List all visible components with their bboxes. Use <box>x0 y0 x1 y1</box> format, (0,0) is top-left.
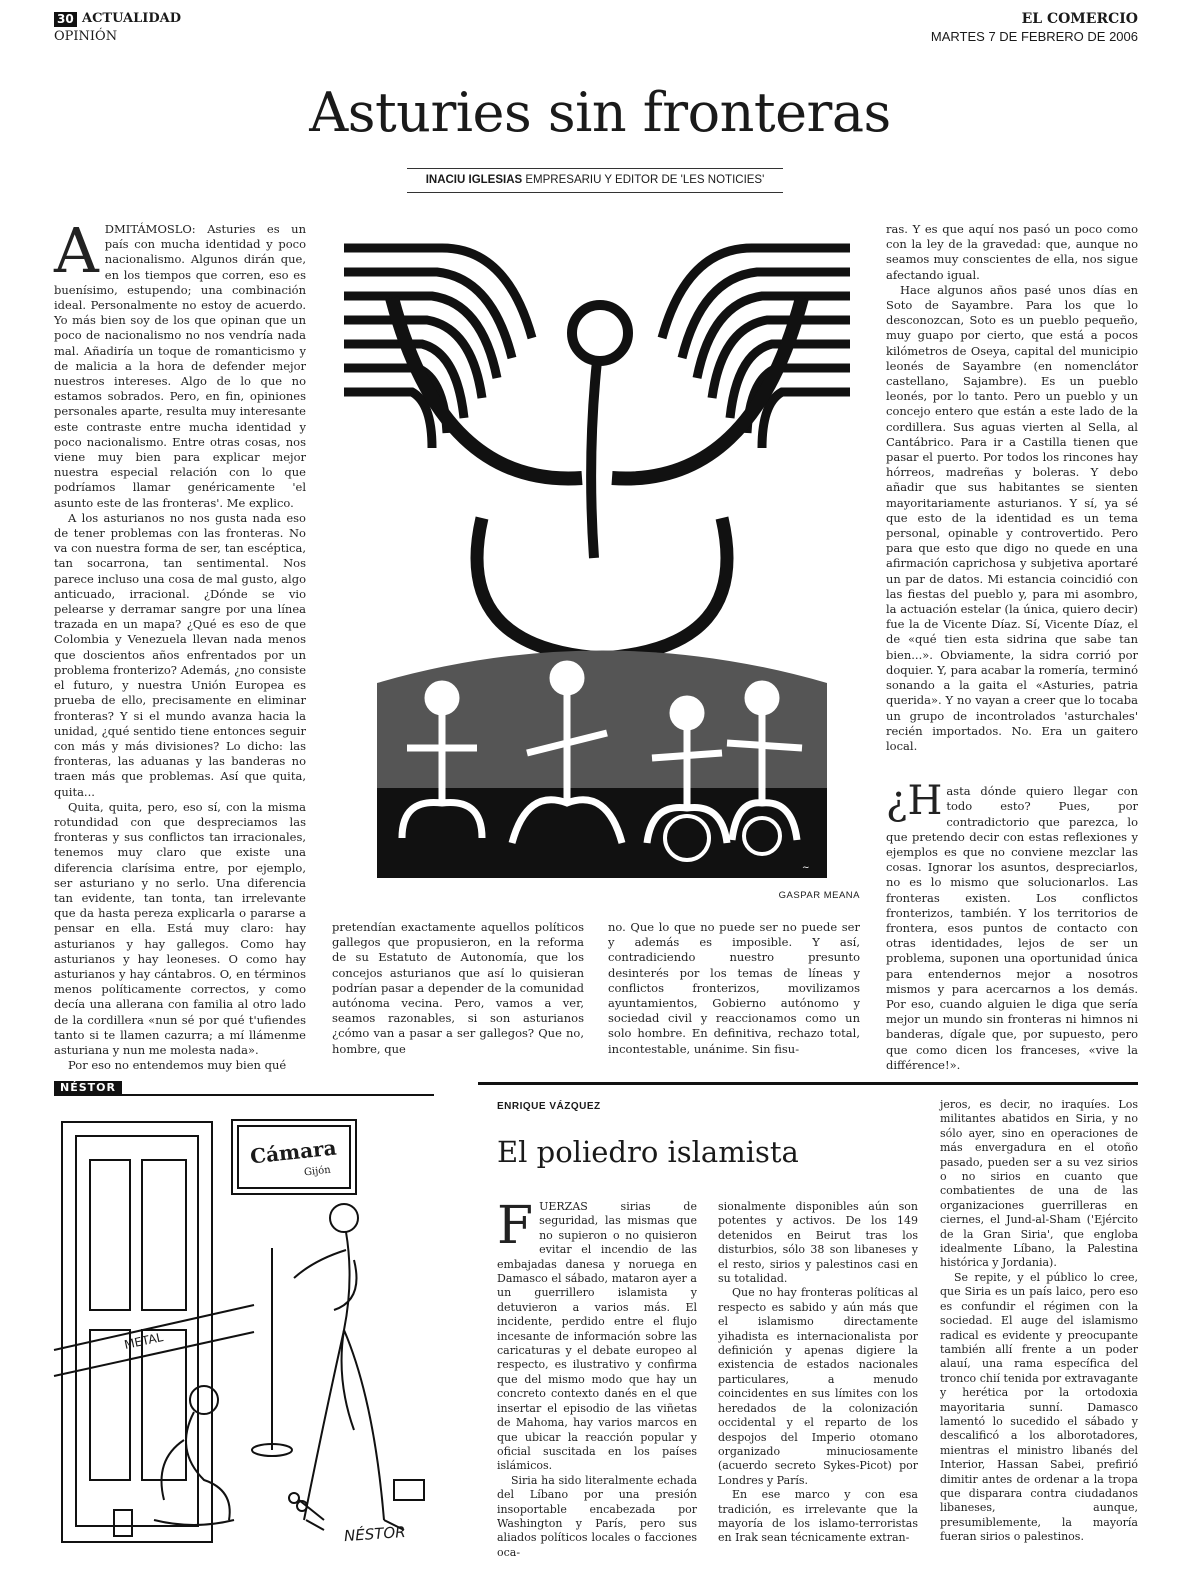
paragraph: jeros, es decir, no iraquíes. Los militantes abatidos en Siria, y no sólo ayer, sino en operaciones de más envergadura en el otoño pasado, pueden ser a su vez sirios o no sirios en cuanto que combatientes de una de las organizaciones guerrilleras en ciernes, el Jund-al-Sham ('Ejército de la Gran Siria', que engloba idealmente Líbano, la Palestina histórica y Jordania). <box>940 1098 1138 1270</box>
cartoon-pipe-label: METAL <box>122 1330 165 1352</box>
article1-column-3 <box>608 920 860 1056</box>
article2-author: ENRIQUE VÁZQUEZ <box>497 1101 601 1112</box>
abstract-figure-drawing <box>332 228 862 878</box>
cartoon <box>54 1100 436 1562</box>
article2-title: El poliedro islamista <box>497 1135 799 1169</box>
dropcap: A <box>54 214 99 287</box>
author-name: INACIU IGLESIAS <box>425 174 523 186</box>
dropcap: F <box>497 1196 534 1256</box>
page-number: 30 <box>54 12 77 27</box>
issue-date: MARTES 7 DE FEBRERO DE 2006 <box>930 29 1138 44</box>
paragraph: Por eso no entendemos muy bien qué <box>68 1058 287 1073</box>
paragraph: Hace algunos años pasé unos días en Soto de Sayambre. Para los que lo desconozcan, Soto es un pueblo pequeño, muy guapo por cierto, que está a pocos kilómetros de Oseya, capital del municipio leonés de Sayambre (en nomenclátor castellano, Sajambre). Es un pueblo leonés, por lo tanto. Pero un pueblo y un concejo entero que están a este lado de la cordillera. Sus aguas vierten al Sella, al Cantábrico. Para ir a Castilla tienen que pasar el puerto. Por todos los rincones hay hórreos, madreñas y boleras. Y debo añadir que sus habitantes se sienten mayoritariamente asturianos. Y sí, ya sé que esto de la identidad es un tema personal, opinable y controvertido. Pero para que esto que digo no quede en una afirmación caprichosa y subjetiva aportaré un par de datos. Mi estancia coincidió con las fiestas del pueblo y, para mi asombro, la actuación estelar (la única, quiero decir) fue la de Vicente Díaz. Sí, Vicente Díaz, el de «qué tien esta sidrina que sabe tan bien...». Obviamente, la sidra corrió por doquier. Y, para acabar la romería, terminó sonando a la gaita el «Asturies, patria querida». Y no vayan a creer que lo tocaba un grupo de incontrolados 'asturchales' recién importados. No. Era un gaitero local. <box>886 282 1138 753</box>
paragraph: DMITÁMOSLO: Asturies es un país con mucha identidad y poco nacionalismo. Algunos dirán que, en los tiempos que corren, eso es buenísimo, estupendo; una combinación ideal. Personalmente no estoy de acuerdo. Yo más bien soy de los que opinan que un poco de nacionalismo no nos vendría nada mal. Añadiría un toque de romanticismo y de malicia a la hora de defender mejor nuestros intereses. Algo de lo que no estamos sobrados. Pero, en fin, opiniones personales aparte, resulta muy interesante este contraste entre mucha identidad y poco nacionalismo. Entre otras cosas, nos viene muy bien para explicar mejor nuestra especial relación con lo que podríamos llamar genéricamente 'el asunto este de las fronteras'. Me explico. <box>54 222 306 510</box>
author-role: EMPRESARIU Y EDITOR DE 'LES NOTICIES' <box>525 174 765 186</box>
dropcap: ¿H <box>886 778 943 825</box>
cartoon-sign-subtext: Gijón <box>303 1164 332 1179</box>
paragraph: sionalmente disponibles aún son potentes y activos. De los 149 detenidos en Beirut tras los disturbios, sólo 38 son libaneses y el resto, sirios y palestinos casi en su totalidad. <box>718 1200 918 1286</box>
paragraph: Siria ha sido literalmente echada del Líbano por una presión insoportable encabezada por Washington y París, pero sus aliados políticos locales o facciones oca- <box>497 1473 697 1559</box>
paragraph: UERZAS sirias de seguridad, las mismas que no supieron o no quisieron evitar el incendio de las embajadas danesa y noruega en Damasco el sábado, mataron ayer a un guerrillero islamista y detuvieron a varios más. El incidente, perdido entre el flujo incesante de información sobre las caricaturas y el debate europeo al respecto, es ilustrativo y confirma que del mismo modo que hay un concreto contexto danés en el que insertar el episodio de las viñetas de Mahoma, hay varios marcos en que ubicar la reacción popular y oficial suscitada en los países islámicos. <box>497 1200 697 1473</box>
byline <box>390 174 800 186</box>
cartoon-signature: NÉSTOR <box>343 1522 407 1546</box>
article1-column-4 <box>886 222 1138 1072</box>
paragraph: ras. Y es que aquí nos pasó un poco como con la ley de la gravedad: que, aunque no seamos muy conscientes de ella, nos sigue afectando igual. <box>886 222 1138 282</box>
subsection-label: OPINIÓN <box>54 29 118 44</box>
byline-rule-bottom <box>407 192 783 193</box>
illustration-credit: GASPAR MEANA <box>778 890 860 901</box>
byline-rule <box>407 168 783 169</box>
article-title: Asturies sin fronteras <box>309 81 891 144</box>
paragraph: pretendían exactamente aquellos políticos gallegos que propusieron, en la reforma de su Estatuto de Autonomía, que los concejos asturianos que así lo quisieran podrían pasar a depender de la comunidad autónoma vecina. Pero, vamos a ver, seamos razonables, si son asturianos ¿cómo van a pasar a ser gallegos? Que no, hombre, que <box>332 920 584 1056</box>
cartoon-sign-text: Cámara <box>248 1135 338 1169</box>
article2-column-3 <box>940 1098 1138 1565</box>
cartoon-drawing <box>54 1100 436 1562</box>
section-label: ACTUALIDAD <box>82 11 181 26</box>
article1-column-1 <box>54 214 306 1073</box>
cartoon-tag: NÉSTOR <box>54 1081 122 1094</box>
paragraph: En ese marco y con esa tradición, es irrelevante que la mayoría de los islamo-terroristas en Irak sean técnicamente extran- <box>718 1488 918 1545</box>
paragraph: Que no hay fronteras políticas al respecto es sabido y aún más que el islamismo directamente yihadista es internacionalista por definición y apenas digiere la existencia de estados nacionales particulares, a menudo coincidentes en sus límites con los heredados de la colonización occidental y el reparto de los despojos del Imperio otomano organizado minuciosamente (acuerdo secreto Sykes-Picot) por Londres y París. <box>718 1286 918 1487</box>
cartoon-rule <box>54 1094 434 1096</box>
article2-top-rule <box>478 1082 1138 1085</box>
svg-text:~: ~ <box>802 863 810 873</box>
paragraph: Se repite, y el público lo cree, que Siria es un país laico, pero eso es confundir el régimen con la sociedad. El auge del islamismo radical es evidente y preocupante también allí frente a un poder alauí, una rama específica del tronco chií tenida por extravagante y herética por la ortodoxia mayoritaria sunní. Damasco lamentó lo sucedido el sábado y descalificó a los alborotadores, mientras el ministro libanés del Interior, Hassan Sabei, prefirió dimitir antes de ordenar a la tropa que disparara contra ciudadanos libaneses, aunque, presumiblemente, la mayoría fueran sirios o palestinos. <box>940 1270 1138 1544</box>
article2-column-1 <box>497 1196 697 1565</box>
newspaper-name: EL COMERCIO <box>1021 11 1138 27</box>
paragraph: A los asturianos no nos gusta nada eso de tener problemas con las fronteras. No va con nuestra forma de ser, tan escéptica, tan socarrona, tan sentimental. Nos parece incluso una cosa de mal gusto, algo anticuado, irracional. ¿Dónde se vio pelearse y derramar sangre por una línea trazada en un mapa? ¿Qué es eso de que Colombia y Venezuela llevan nada menos que doscientos años enfrentados por un problema fronterizo? Además, ¿no consiste el futuro, y nuestra Unión Europea es prueba de ello, precisamente en eliminar fronteras? Y si el mundo avanza hacia la unidad, ¿qué sentido tiene entonces seguir con más y más divisiones? Lo dicho: las fronteras, las aduanas y las banderas no traen más que problemas. Así que quita, quita... <box>54 510 306 799</box>
paragraph: asta dónde quiero llegar con todo esto? Pues, por contradictorio que parezca, lo que pretendo decir con estas reflexiones y ejemplos es que no conviene mezclar las cosas. Ignorar los asuntos, despreciarlos, no es lo mismo que solucionarlos. Las fronteras existen. Los conflictos fronterizos, también. Y los territorios de frontera, esos puntos de contacto con otras identidades, lejos de ser un problema, suponen una oportunidad única para entendernos mejor a nosotros mismos y para acercarnos a los demás. Por eso, cuando alguien le diga que sería mejor un mundo sin fronteras ni himnos ni banderas, dígale que, por supuesto, pero que como dicen los franceses, «vive la différence!». <box>886 784 1138 1072</box>
article1-column-2 <box>332 920 584 1056</box>
paragraph: no. Que lo que no puede ser no puede ser y además es imposible. Y así, contradiciendo nuestro presunto desinterés por los temas de líneas y conflictos fronterizos, movilizamos ayuntamientos, Gobierno autónomo y sociedad civil y reaccionamos como un solo hombre. En definitiva, rechazo total, incontestable, unánime. Sin fisu- <box>608 920 860 1056</box>
page-header <box>54 10 1138 50</box>
paragraph: Quita, quita, pero, eso sí, con la misma rotundidad con que despreciamos las fronteras y sus conflictos tan irracionales, tenemos muy claro que existe una diferencia clarísima entre, por ejemplo, ser asturiano y no serlo. Una diferencia tan evidente, tan tonta, tan irrelevante que da hasta pereza explicarla o pararse a pensar en ella. Está muy claro: hay asturianos y hay gallegos. Como hay asturianos y hay leoneses. O como hay asturianos y hay cántabros. O, en términos menos políticamente correctos, y como decía una allerana con familia al otro lado de la cordillera «nun sé por qué t'ufiendes tanto si te llamen cazurra; a mí llámenme asturiana y nun me molesta nada». <box>54 799 306 1057</box>
illustration <box>332 228 862 878</box>
article2-column-2 <box>718 1200 918 1565</box>
